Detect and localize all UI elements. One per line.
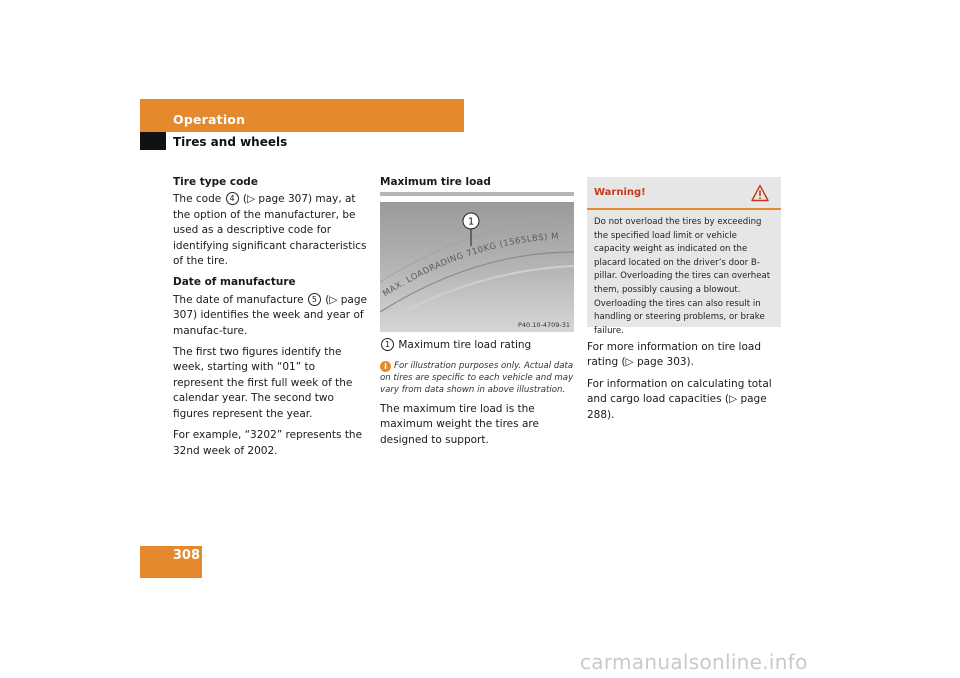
max-tire-load-heading: Maximum tire load (380, 176, 491, 188)
manufacture-text-a: The date of manufacture (173, 293, 304, 306)
manufacture-paragraph-3: For example, “3202” represents the 32nd week of 2002. (173, 429, 363, 457)
figure-code: P40.10-4709-31 (517, 321, 570, 330)
subsection-title: Tires and wheels (173, 135, 288, 149)
manufacture-heading: Date of manufacture (173, 276, 296, 289)
manufacture-paragraph-2: The first two figures identify the week, starting with “01” to represent the first full week of the calendar year. The second two figures represent the year. (173, 346, 353, 420)
watermark: carmanualsonline.info (580, 650, 808, 674)
section-title: Operation (173, 112, 246, 127)
callout-4-icon: 4 (226, 192, 239, 205)
caption-text: Maximum tire load rating (398, 339, 532, 352)
callout-1-number: 1 (467, 216, 475, 228)
info-note-text: For illustration purposes only. Actual data on tires are specific to each vehicle and may vary from data shown in above illustration. (380, 360, 574, 395)
max-load-paragraph: The maximum tire load is the maximum weight the tires are designed to support. (380, 402, 539, 446)
tire-type-text-a: The code (173, 193, 222, 206)
warning-header (587, 177, 781, 210)
figure-caption (380, 338, 574, 353)
tire-type-heading: Tire type code (173, 176, 258, 188)
warning-box (587, 177, 781, 336)
warning-triangle-icon (751, 184, 769, 202)
tire-type-text-b: (▷ page 307) may, at the option of the manufacturer, be used as a descriptive code for identifying significant characteristics of the tire. (173, 193, 367, 268)
page-number: 308 (172, 548, 200, 563)
warning-title: Warning! (594, 187, 646, 198)
manufacture-paragraph (173, 293, 367, 339)
load-capacity-reference: For information on calculating total and cargo load capacities (▷ page 288). (587, 377, 772, 421)
info-note (380, 360, 574, 396)
sidewall-marking-text: MAX. LOADRADING 710KG (1565LBS) M (381, 231, 560, 300)
right-column (587, 340, 781, 429)
callout-5-icon: 5 (308, 293, 321, 306)
left-column (173, 175, 367, 465)
middle-column (380, 175, 574, 454)
section-tab (140, 132, 166, 150)
caption-callout-1-icon: 1 (381, 338, 394, 351)
tire-sidewall-image (380, 202, 574, 332)
manufacture-text-b: (▷ page 307) identifies the week and year of manufac-ture. (173, 293, 367, 337)
warning-text: Do not overload the tires by exceeding the specified load limit or vehicle capacity weight as indicated on the placard located on the driver’s door B-pillar. Overloading the tires can overheat them, possibly causing a blowout. Overloading the tires can also result in handling or steering problems, or brake failure. (594, 217, 771, 336)
heading-rule (380, 192, 574, 196)
tire-type-paragraph (173, 192, 367, 269)
load-rating-reference: For more information on tire load rating (▷ page 303). (587, 341, 761, 369)
info-icon: i (380, 361, 391, 372)
